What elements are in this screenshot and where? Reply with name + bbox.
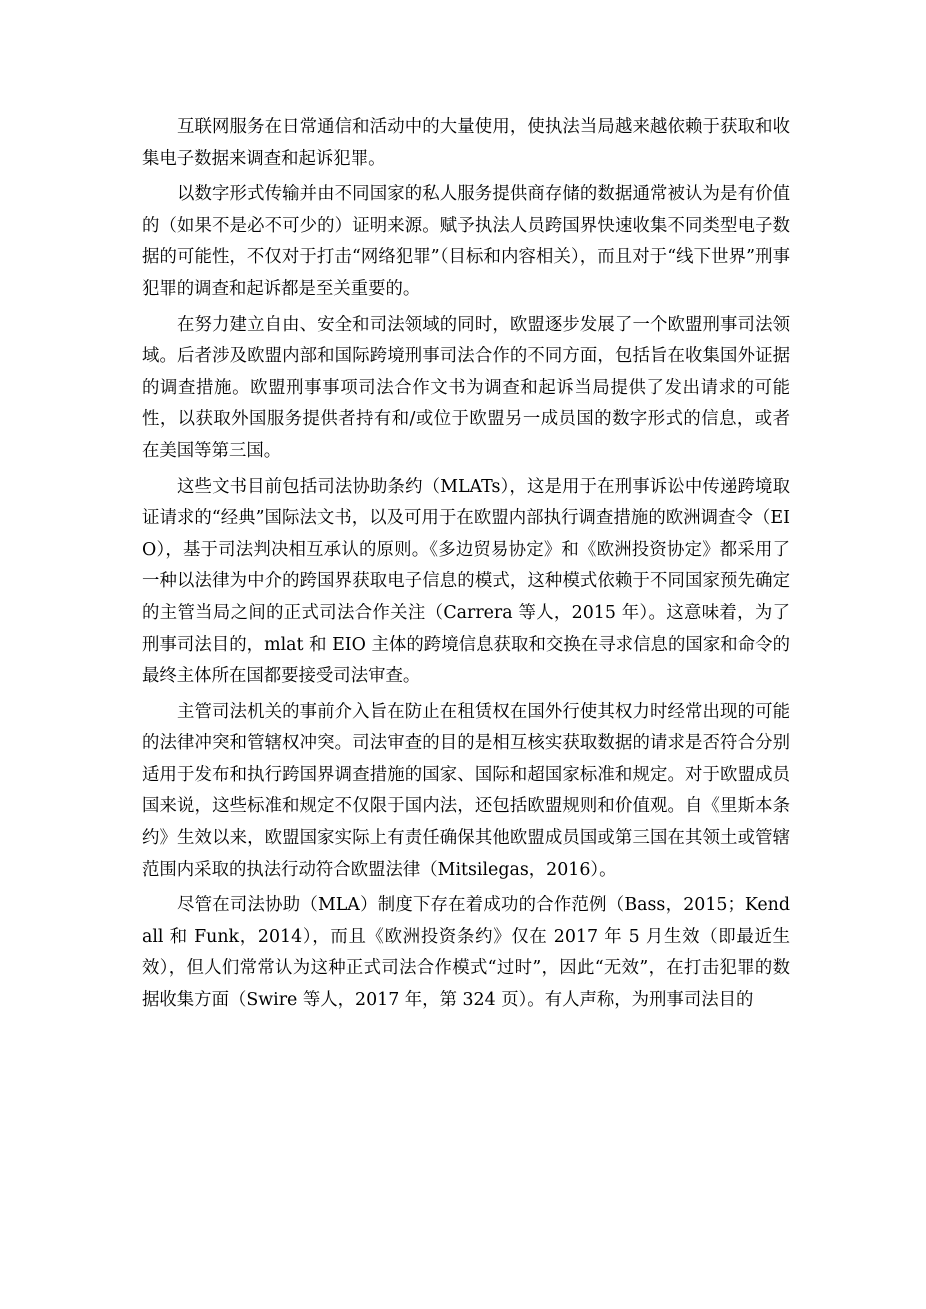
paragraph-1: 互联网服务在日常通信和活动中的大量使用，使执法当局越来越依赖于获取和收集电子数据来调查和起诉犯罪。	[142, 117, 790, 169]
paragraph-2: 以数字形式传输并由不同国家的私人服务提供商存储的数据通常被认为是有价值的（如果不是必不可少的）证明来源。赋予执法人员跨国界快速收集不同类型电子数据的可能性，不仅对于打击“网络犯罪”（目标和内容相关），而且对于“线下世界”刑事犯罪的调查和起诉都是至关重要的。	[142, 184, 790, 299]
paragraph-4: 这些文书目前包括司法协助条约（MLATs），这是用于在刑事诉讼中传递跨境取证请求的“经典”国际法文书，以及可用于在欧盟内部执行调查措施的欧洲调查令（EIO），基于司法判决相互承认的原则。《多边贸易协定》和《欧洲投资协定》都采用了一种以法律为中介的跨国界获取电子信息的模式，这种模式依赖于不同国家预先确定的主管当局之间的正式司法合作关注（Carrera 等人，2015 年）。这意味着，为了刑事司法目的，mlat 和 EIO 主体的跨境信息获取和交换在寻求信息的国家和命令的最终主体所在国都要接受司法审查。	[142, 476, 790, 687]
paragraph-6: 尽管在司法协助（MLA）制度下存在着成功的合作范例（Bass，2015；Kendall 和 Funk，2014），而且《欧洲投资条约》仅在 2017 年 5 月生效（即最近生效），但人们常常认为这种正式司法合作模式“过时”，因此“无效”，在打击犯罪的数据收集方面（Swire 等人，2017 年，第 324 页）。有人声称，为刑事司法目的	[142, 895, 790, 1011]
document-body	[142, 112, 790, 1017]
paragraph-5: 主管司法机关的事前介入旨在防止在租赁权在国外行使其权力时经常出现的可能的法律冲突和管辖权冲突。司法审查的目的是相互核实获取数据的请求是否符合分别适用于发布和执行跨国界调查措施的国家、国际和超国家标准和规定。对于欧盟成员国来说，这些标准和规定不仅限于国内法，还包括欧盟规则和价值观。自《里斯本条约》生效以来，欧盟国家实际上有责任确保其他欧盟成员国或第三国在其领土或管辖范围内采取的执法行动符合欧盟法律（Mitsilegas，2016）。	[142, 701, 790, 880]
paragraph-3: 在努力建立自由、安全和司法领域的同时，欧盟逐步发展了一个欧盟刑事司法领域。后者涉及欧盟内部和国际跨境刑事司法合作的不同方面，包括旨在收集国外证据的调查措施。欧盟刑事事项司法合作文书为调查和起诉当局提供了发出请求的可能性，以获取外国服务提供者持有和/或位于欧盟另一成员国的数字形式的信息，或者在美国等第三国。	[142, 314, 790, 461]
